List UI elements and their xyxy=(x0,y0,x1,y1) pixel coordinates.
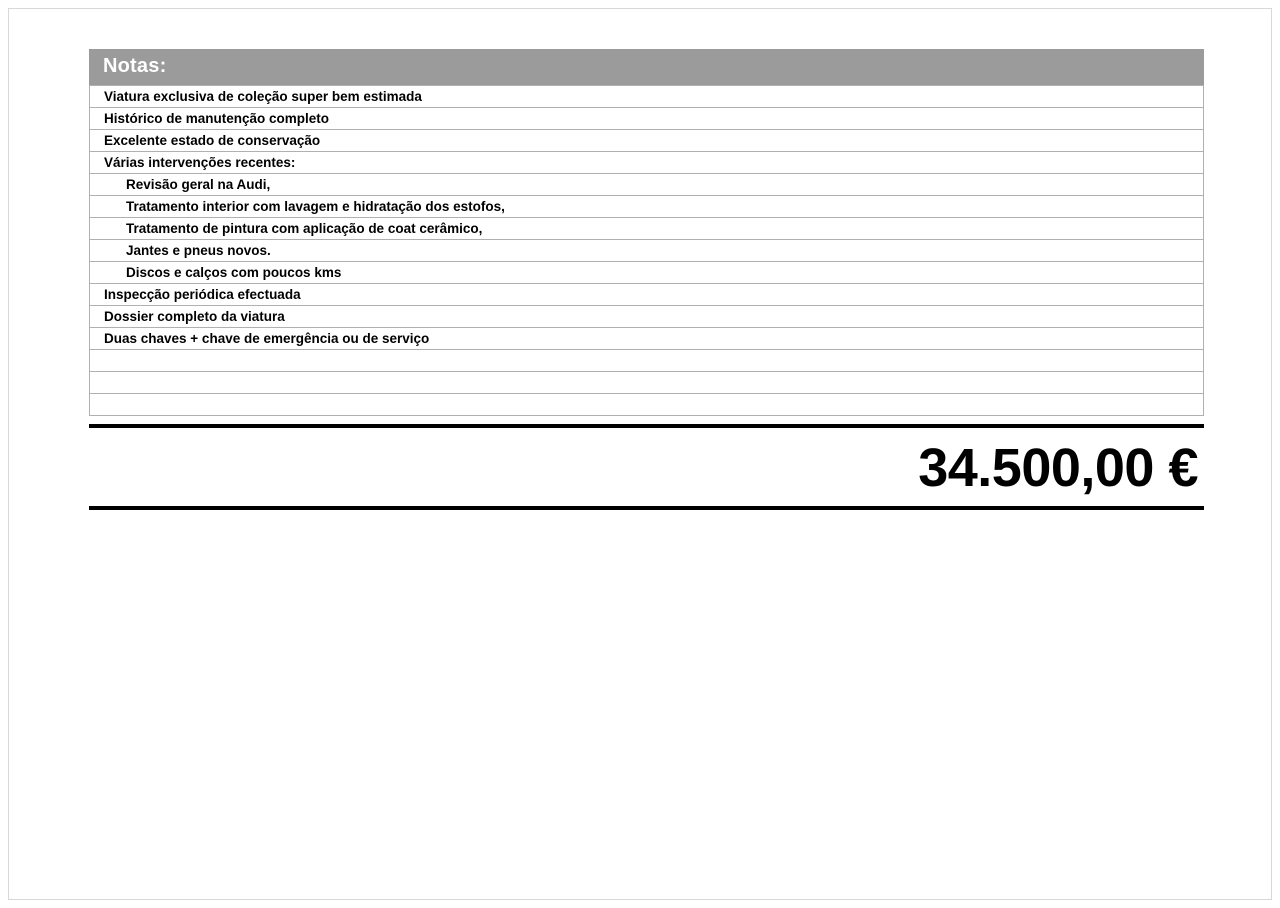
note-cell: Jantes e pneus novos. xyxy=(90,240,1204,262)
note-cell: Várias intervenções recentes: xyxy=(90,152,1204,174)
table-row xyxy=(90,372,1204,394)
table-row xyxy=(90,130,1204,152)
table-row xyxy=(90,240,1204,262)
notes-header: Notas: xyxy=(89,49,1204,85)
table-row xyxy=(90,350,1204,372)
document-frame xyxy=(8,8,1272,900)
table-row xyxy=(90,196,1204,218)
note-cell: Revisão geral na Audi, xyxy=(90,174,1204,196)
notes-section xyxy=(89,49,1204,416)
notes-table xyxy=(89,85,1204,416)
notes-table-body xyxy=(90,86,1204,416)
note-cell: Excelente estado de conservação xyxy=(90,130,1204,152)
note-cell-empty xyxy=(90,372,1204,394)
note-cell: Discos e calços com poucos kms xyxy=(90,262,1204,284)
table-row xyxy=(90,108,1204,130)
note-cell: Duas chaves + chave de emergência ou de serviço xyxy=(90,328,1204,350)
table-row xyxy=(90,152,1204,174)
note-cell: Tratamento de pintura com aplicação de coat cerâmico, xyxy=(90,218,1204,240)
table-row xyxy=(90,86,1204,108)
note-cell: Tratamento interior com lavagem e hidratação dos estofos, xyxy=(90,196,1204,218)
table-row xyxy=(90,306,1204,328)
table-row xyxy=(90,262,1204,284)
note-cell-empty xyxy=(90,394,1204,416)
notes-bottom-divider xyxy=(89,424,1204,428)
note-cell: Inspecção periódica efectuada xyxy=(90,284,1204,306)
note-cell: Histórico de manutenção completo xyxy=(90,108,1204,130)
table-row xyxy=(90,328,1204,350)
price-bottom-divider xyxy=(89,506,1204,510)
table-row xyxy=(90,394,1204,416)
table-row xyxy=(90,218,1204,240)
table-row xyxy=(90,174,1204,196)
price-value: 34.500,00 € xyxy=(918,438,1198,498)
price-row xyxy=(89,432,1204,504)
note-cell-empty xyxy=(90,350,1204,372)
note-cell: Dossier completo da viatura xyxy=(90,306,1204,328)
note-cell: Viatura exclusiva de coleção super bem estimada xyxy=(90,86,1204,108)
table-row xyxy=(90,284,1204,306)
